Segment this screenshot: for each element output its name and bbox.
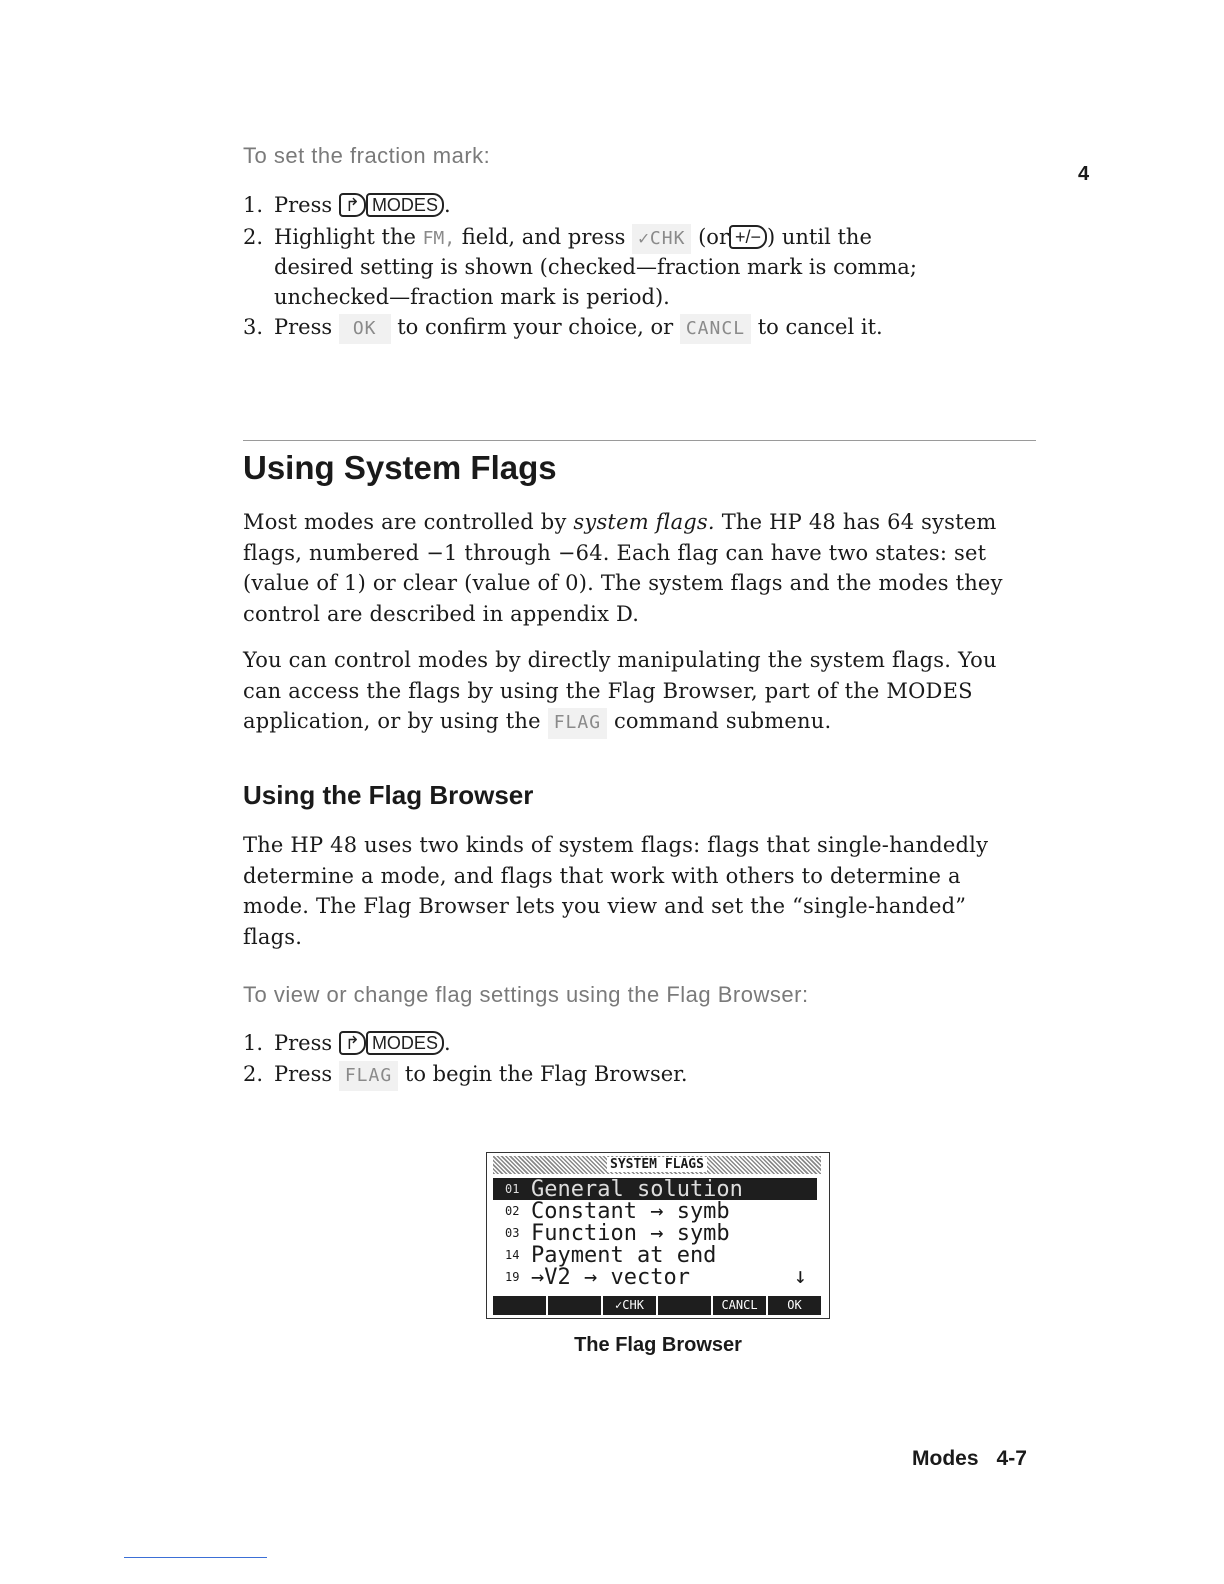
step-text: Press [274,193,333,217]
paragraph-line: flags, numbered −1 through −64. Each flag can have two states: set [243,540,987,565]
paragraph-text: Most modes are controlled by [243,510,567,534]
paragraph-text: command submenu. [613,709,832,733]
flag-number: 03 [505,1226,520,1240]
modes-key: MODES [366,1031,444,1055]
paragraph-line: can access the flags by using the Flag Browser, part of the MODES [243,678,973,703]
section-divider [243,440,1036,441]
footer-section: Modes [912,1447,979,1470]
ok-menu-key: OK [339,314,391,344]
screen-menu-bar [493,1296,821,1315]
flag-row-selected [493,1178,817,1200]
paragraph-line: (value of 1) or clear (value of 0). The system flags and the modes they [243,571,1003,595]
step-number: 2. [243,225,264,249]
flag-description: Constant → symb [531,1199,730,1224]
step-text: ) until the [767,225,872,249]
fraction-task-heading: To set the fraction mark: [243,143,491,168]
flag-row [493,1244,817,1266]
step-text: . [443,193,451,217]
fraction-step-2-line-3: unchecked—fraction mark is period). [274,285,670,309]
step-text: to begin the Flag Browser. [404,1062,688,1086]
step-text: Press [274,315,333,339]
flag-number: 02 [505,1204,520,1218]
chk-menu-key: ✓CHK [632,224,691,254]
browser-task-heading: To view or change flag settings using the Flag Browser: [243,982,809,1007]
flag-number: 01 [505,1182,520,1196]
section-title: Using System Flags [243,449,557,486]
paragraph-line: flags. [243,924,303,949]
section-paragraph-2 [243,645,1043,739]
flag-description: General solution [531,1177,743,1202]
step-text: . [443,1031,451,1055]
step-text: Press [274,1062,333,1086]
paragraph-line: You can control modes by directly manipulating the system flags. You [243,648,997,672]
screen-title: SYSTEM FLAGS [607,1157,707,1172]
fraction-step-1 [243,190,451,220]
paragraph-line: The HP 48 uses two kinds of system flags: flags that single-handedly [243,833,989,857]
fraction-step-2-line-2: desired setting is shown (checked—fraction mark is comma; [274,255,917,279]
menu-cancel: CANCL [713,1296,766,1315]
browser-step-1 [243,1028,451,1058]
right-shift-key: ↱ [339,193,366,217]
subsection-title: Using the Flag Browser [243,780,534,810]
step-text: (or [698,225,729,249]
fm-field-label: FM, [422,228,456,249]
step-text: Press [274,1031,333,1055]
flag-row [493,1200,817,1222]
footer-page-number: 4-7 [996,1447,1027,1470]
paragraph-line: control are described in appendix D. [243,601,640,626]
step-number: 1. [243,1031,264,1055]
flag-description: Payment at end [531,1243,717,1268]
flag-description: Function → symb [531,1221,730,1246]
menu-ok: OK [768,1296,821,1315]
fraction-step-3 [243,312,883,344]
flag-row [493,1266,817,1288]
flag-browser-screen [486,1152,830,1319]
modes-key: MODES [366,193,444,217]
step-number: 3. [243,315,264,339]
browser-step-2 [243,1059,688,1091]
right-shift-key: ↱ [339,1031,366,1055]
menu-slot-4 [658,1296,711,1315]
step-text: field, and press [461,225,626,249]
cancel-menu-key: CANCL [680,314,751,344]
figure-caption: The Flag Browser [574,1334,742,1356]
menu-slot-2 [548,1296,601,1315]
emphasis-system-flags: system flags. [573,510,715,534]
step-text: to cancel it. [757,315,883,339]
subsection-paragraph [243,830,1043,952]
flag-menu-key: FLAG [339,1061,398,1091]
paragraph-text: The HP 48 has 64 system [721,510,997,534]
flag-menu-key: FLAG [548,708,607,739]
flag-row [493,1222,817,1244]
bottom-rule [124,1557,267,1558]
step-text: to confirm your choice, or [397,315,674,339]
flag-number: 14 [505,1248,520,1262]
chapter-tab-number: 4 [1078,163,1090,185]
fraction-step-2 [243,222,872,254]
flag-description: →V2 → vector [531,1265,690,1290]
menu-slot-1 [493,1296,546,1315]
section-paragraph-1 [243,507,1043,629]
page-footer [912,1447,1027,1471]
scroll-down-arrow-icon: ↓ [793,1264,807,1289]
menu-chk: ✓CHK [603,1296,656,1315]
step-number: 2. [243,1062,264,1086]
flag-number: 19 [505,1270,520,1284]
screen-title-bar [493,1156,821,1174]
step-text: Highlight the [274,225,416,249]
step-number: 1. [243,193,264,217]
paragraph-line: determine a mode, and flags that work with others to determine a [243,863,961,888]
plus-minus-key: +/− [729,225,767,249]
paragraph-line: mode. The Flag Browser lets you view and set the “single-handed” [243,894,967,918]
paragraph-text: application, or by using the [243,709,541,733]
